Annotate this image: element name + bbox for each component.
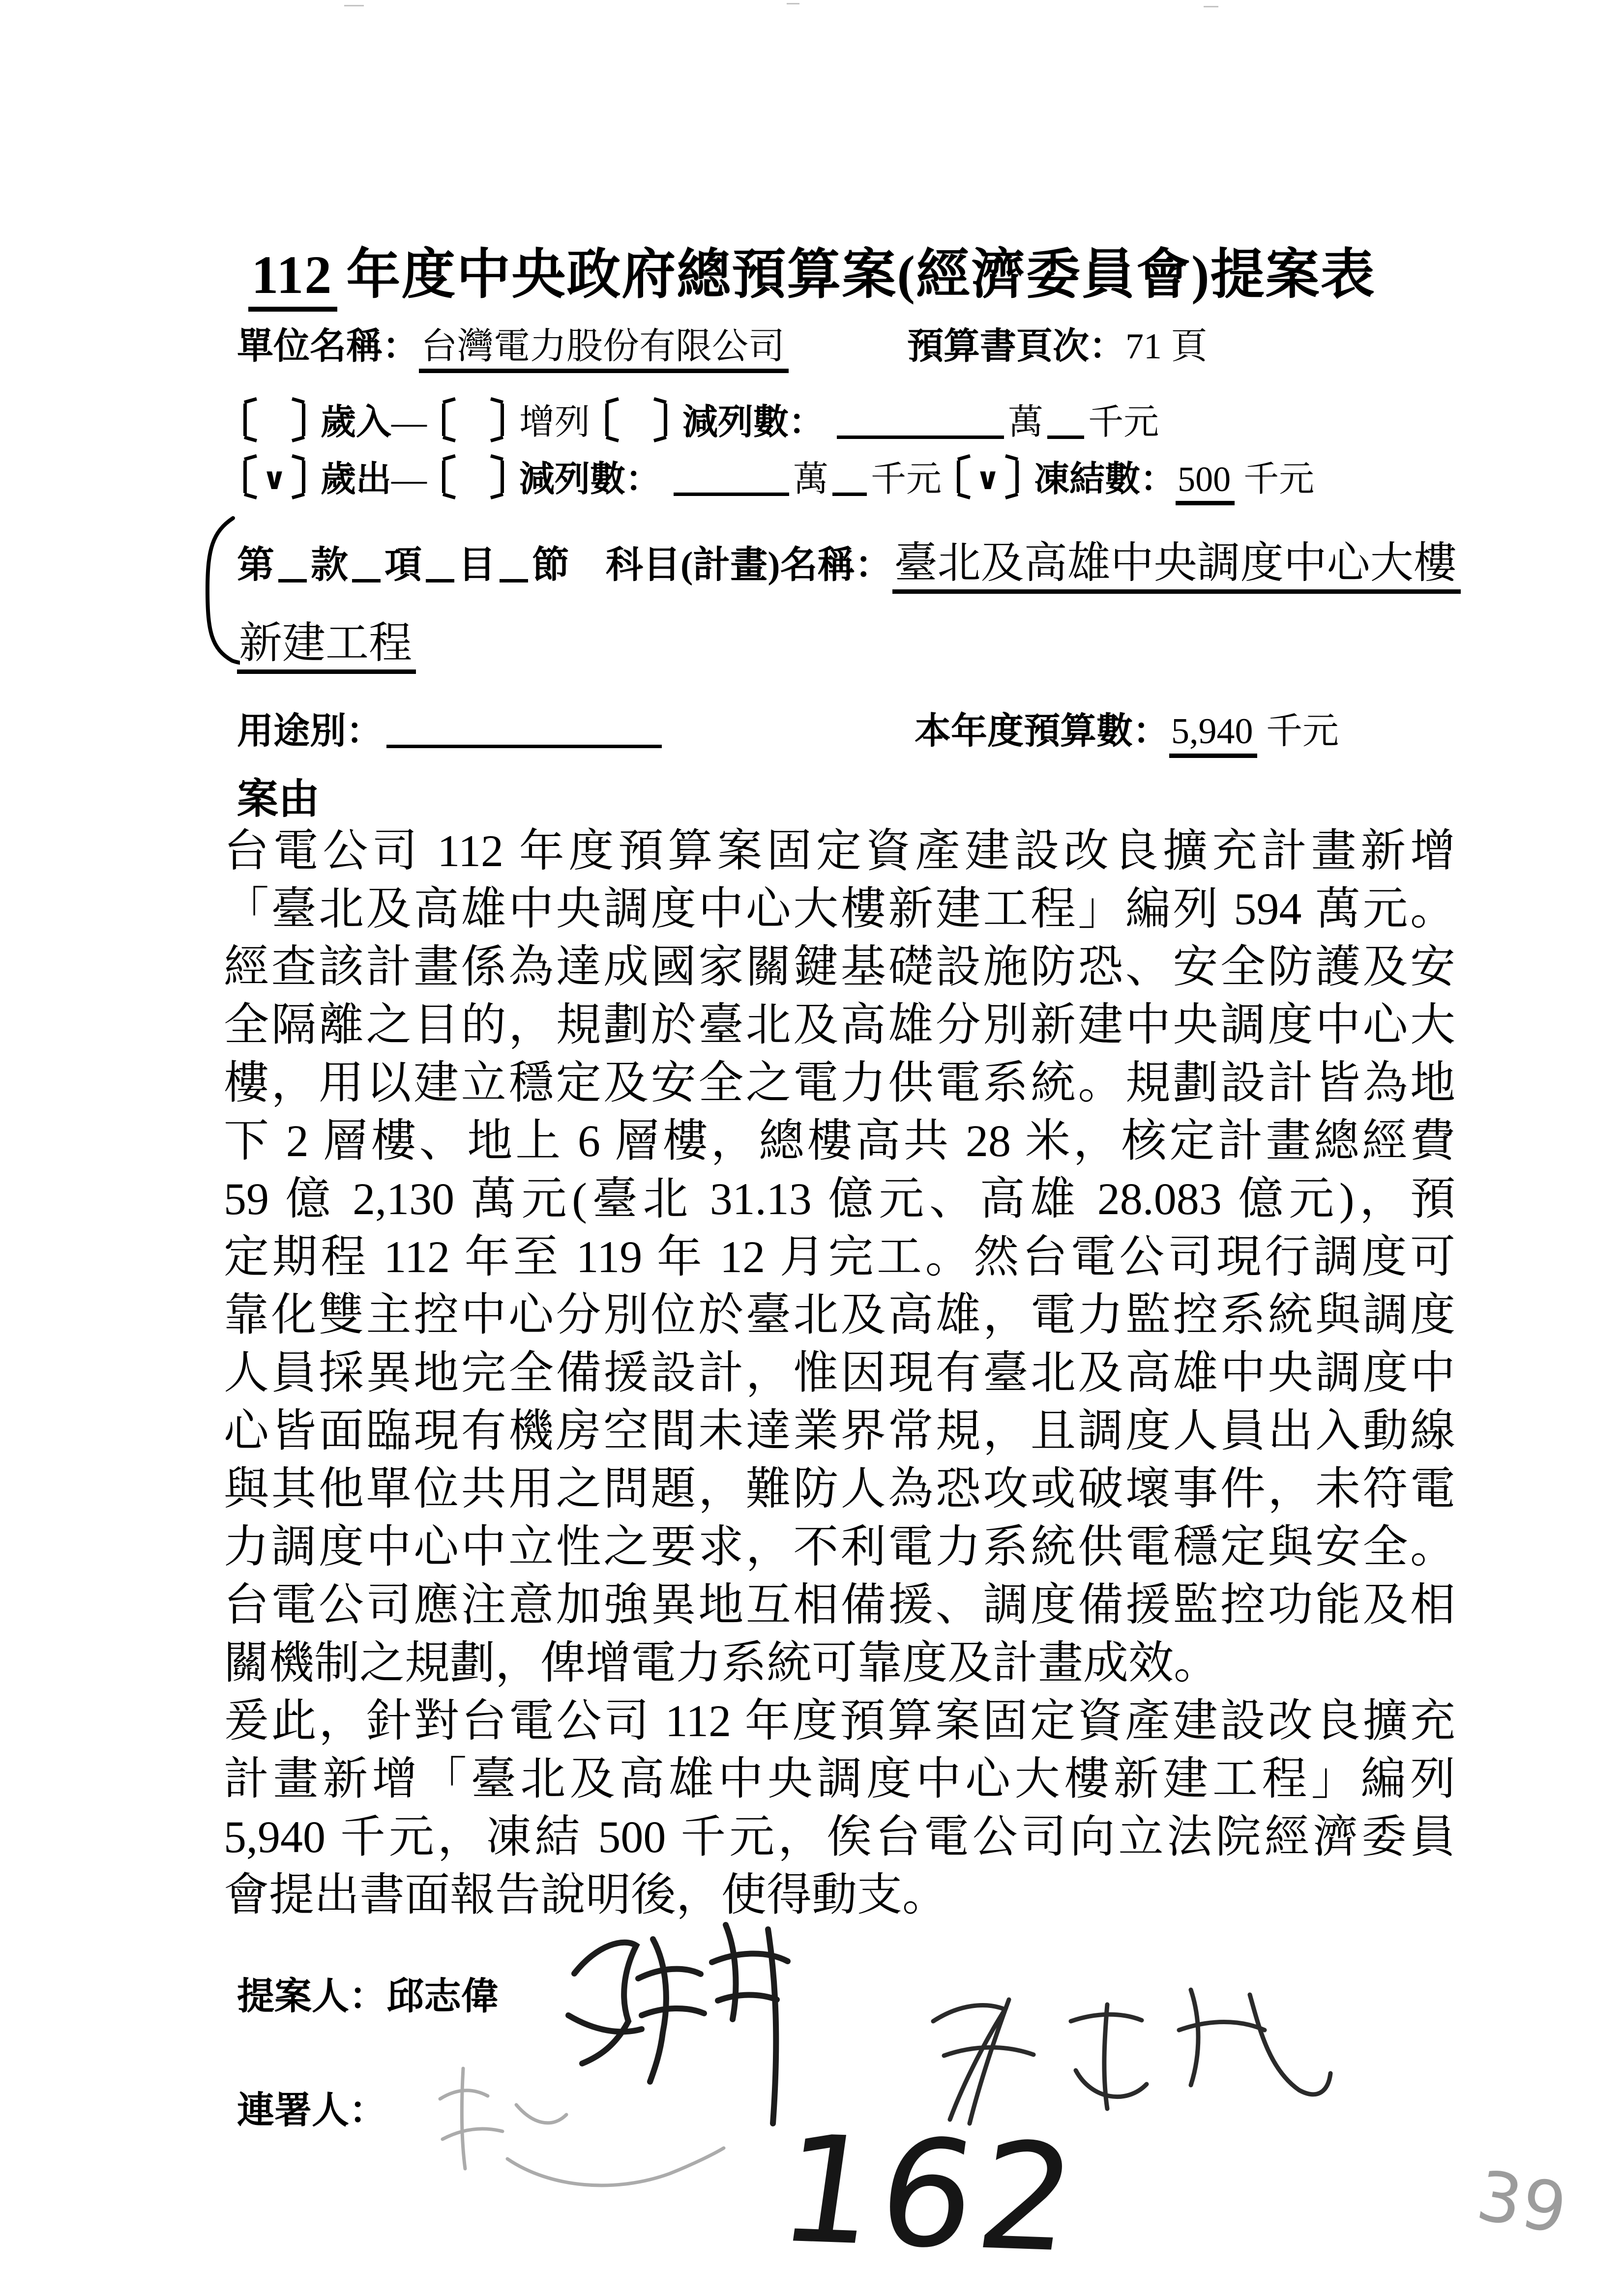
cosigner-label: 連署人： [237,2090,386,2131]
case-body-line: 計畫新增「臺北及高雄中央調度中心大樓新建工程」編列 [224,1754,1455,1804]
bracket-close-icon [1003,456,1023,498]
decrease-amount-label: 減列數： [682,403,825,442]
bracket-close-icon [488,456,508,498]
cosigner-signature-handwriting [933,1990,1330,2123]
annual-budget-value: 5,940 [1169,711,1257,758]
annual-budget-label: 本年度預算數： [915,711,1169,752]
subject-name-value-line1: 臺北及高雄中央調度中心大樓 [892,540,1461,594]
bracket-open-icon [438,456,458,498]
case-body-line: 人員採異地完全備援設計，惟因現有臺北及高雄中央調度中 [224,1348,1455,1398]
blank-kuan [278,546,307,582]
blank-amount-line [1047,404,1084,439]
bracket-open-icon [438,399,458,441]
scan-artifact [344,5,364,6]
annual-budget-group [915,702,1339,754]
case-body-line: 靠化雙主控中心分別位於臺北及高雄，電力監控系統與調度 [224,1290,1455,1340]
blank-amount-line [837,404,1004,439]
bracket-open-icon [239,456,260,498]
budget-page-label: 預算書頁次： [907,326,1125,367]
ordinal-kuan: 款 [311,545,348,586]
blank-xiang [352,546,381,582]
case-body-line: 心皆面臨現有機房空間未達業界常規，且調度人員出入動線 [224,1406,1455,1456]
dash: — [391,460,427,499]
case-body-line: 全隔離之目的，規劃於臺北及高雄分別新建中央調度中心大 [224,1000,1455,1050]
unit-name-value: 台灣電力股份有限公司 [419,326,789,373]
expenditure-label: 歲出 [321,460,392,499]
unit-wan: 萬 [793,460,829,499]
case-body-line: 59 億 2,130 萬元(臺北 31.13 億元、高雄 28.083 億元)，預 [224,1174,1455,1224]
case-body-line: 5,940 千元，凍結 500 千元，俟台電公司向立法院經濟委員 [224,1812,1455,1862]
case-body-line: 關機制之規劃，俾增電力系統可靠度及計畫成效。 [224,1638,1219,1688]
cosigner-signature-handwriting-faint [440,2068,724,2185]
bracket-close-icon [488,399,508,441]
case-body-line: 台電公司 112 年度預算案固定資產建設改良擴充計畫新增 [224,826,1455,876]
blank-jie [500,546,528,582]
case-body-line: 樓，用以建立穩定及安全之電力供電系統。規劃設計皆為地 [224,1058,1455,1108]
usage-label: 用途別： [237,711,383,752]
frozen-amount-label: 凍結數： [1034,460,1176,499]
subject-name-value-line2: 新建工程 [237,620,416,674]
blank-amount-line [674,461,789,496]
case-body-line: 會提出書面報告說明後，使得動支。 [224,1870,948,1920]
bracket-open-icon [239,399,260,441]
case-heading: 案由 [237,777,320,822]
checkbox-expenditure-checked: ∨ [262,461,287,496]
bracket-close-icon [651,399,672,441]
corner-pencil-mark: 39 [1471,2155,1573,2250]
expenditure-row [237,450,1314,501]
page-title [0,231,1624,309]
blank-usage-line [386,712,662,748]
subject-row-continued [237,609,416,670]
bracket-open-icon [952,456,973,498]
subject-block-brace [201,515,240,665]
blank-mu [426,546,454,582]
revenue-label: 歲入 [321,403,392,442]
cosigner-row [237,2080,386,2134]
revenue-row [237,393,1159,444]
case-body [224,822,1455,1924]
proposer-label: 提案人： [237,1976,386,2017]
proposer-signature-handwriting [568,1925,788,2123]
unit-wan: 萬 [1008,403,1044,442]
case-body-line: 經查該計畫係為達成國家關鍵基礎設施防恐、安全防護及安 [224,942,1455,992]
unit-qianyuan: 千元 [1088,403,1159,442]
scan-artifact [787,3,799,4]
ordinal-xiang: 項 [384,545,422,586]
ordinal-mu: 目 [458,545,496,586]
ordinal-jie: 節 [532,545,569,586]
frozen-amount-unit: 千元 [1243,460,1315,499]
budget-page-group [907,317,1208,369]
bracket-open-icon [601,399,621,441]
bracket-close-icon [289,399,310,441]
dash: — [391,403,427,442]
handwritten-page-number: 162 [769,2104,1090,2285]
increase-label: 增列 [519,403,591,442]
case-body-line: 與其他單位共用之問題，難防人為恐攻或破壞事件，未符電 [224,1464,1455,1514]
subject-row [237,528,1461,590]
annual-budget-unit: 千元 [1266,711,1339,752]
case-body-line: 力調度中心中立性之要求，不利電力系統供電穩定與安全。 [224,1522,1455,1572]
unit-qianyuan: 千元 [871,460,942,499]
unit-name-row [237,317,1208,369]
usage-row [237,702,1339,754]
case-body-line: 台電公司應注意加強異地互相備援、調度備援監控功能及相 [224,1580,1455,1630]
case-body-line: 下 2 層樓、地上 6 層樓，總樓高共 28 米，核定計畫總經費 [224,1116,1455,1166]
case-body-line: 「臺北及高雄中央調度中心大樓新建工程」編列 594 萬元。 [224,884,1455,934]
case-body-line: 定期程 112 年至 119 年 12 月完工。然台電公司現行調度可 [224,1232,1455,1282]
scan-artifact [1204,6,1218,7]
subject-name-label: 科目(計畫)名稱： [606,545,892,586]
bracket-close-icon [289,456,310,498]
case-body-line: 爰此，針對台電公司 112 年度預算案固定資產建設改良擴充 [224,1696,1455,1746]
title-year-underlined: 112 [248,245,337,312]
title-text: 年度中央政府總預算案(經濟委員會)提案表 [346,245,1376,305]
decrease-amount-label: 減列數： [519,460,661,499]
budget-page-value: 71 頁 [1125,326,1208,367]
checkbox-frozen-checked: ∨ [975,461,1001,496]
frozen-amount-value: 500 [1176,460,1235,505]
proposer-name: 邱志偉 [386,1976,499,2017]
blank-amount-line [832,461,867,496]
ordinal-di: 第 [237,545,274,586]
unit-name-label: 單位名稱： [237,326,419,367]
